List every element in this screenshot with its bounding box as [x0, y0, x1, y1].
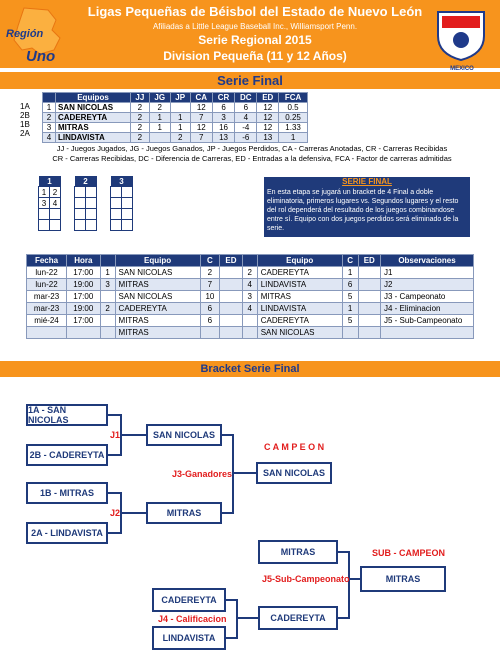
grid-header: 3: [111, 176, 133, 187]
standings-header-row: [43, 93, 308, 103]
jj-cell: 2: [131, 103, 150, 113]
fecha-cell: lun-22: [27, 279, 67, 291]
team-cell: CADEREYTA: [56, 113, 131, 123]
table-row: [27, 327, 474, 339]
pos-cell: 4: [242, 279, 257, 291]
team-cell: MITRAS: [257, 291, 342, 303]
info-panel: [264, 177, 470, 237]
team-cell: CADEREYTA: [257, 315, 342, 327]
jp-cell: 2: [170, 133, 190, 143]
standings-legend: JJ - Juegos Jugados, JG - Juegos Ganados, JP - Juegos Perdidos, CA - Carreras Anotadas, CR - Carreras Recibidas CR - Carreras Recibidas, DC - Diferencia de Carreras, ED - Entradas a la defensiva, FCA - Factor de carreras admitidas: [52, 144, 452, 163]
team-cell: MITRAS: [115, 315, 200, 327]
col-header: Hora: [67, 255, 100, 267]
runs-cell: 2: [200, 267, 220, 279]
grid-cell: 3: [39, 198, 50, 209]
pos-cell: [100, 315, 115, 327]
runs-cell: 6: [342, 279, 358, 291]
runs-cell: [342, 327, 358, 339]
fecha-cell: lun-22: [27, 267, 67, 279]
runs-cell: 5: [342, 315, 358, 327]
dc-cell: -4: [235, 123, 257, 133]
pos-cell: 2: [100, 303, 115, 315]
ed-cell: 12: [257, 113, 279, 123]
bracket-grid-col-1: [38, 176, 61, 231]
hora-cell: [67, 327, 100, 339]
region-logo-text-bottom: Uno: [26, 48, 56, 65]
pos-cell: 4: [242, 303, 257, 315]
ed-cell: [220, 291, 242, 303]
pos-cell: 3: [100, 279, 115, 291]
ed-cell: [358, 279, 380, 291]
grid-cell: 2: [50, 187, 61, 198]
runs-cell: 6: [200, 315, 220, 327]
seed-label: 1B: [20, 120, 30, 129]
table-row: [43, 103, 308, 113]
ed-cell: [220, 279, 242, 291]
hora-cell: 17:00: [67, 291, 100, 303]
region-logo: [4, 6, 80, 68]
info-title: SERIE FINAL: [264, 177, 470, 187]
team-cell: MITRAS: [56, 123, 131, 133]
jj-cell: 2: [131, 113, 150, 123]
bracket-box-1b: 1B - MITRAS: [26, 482, 108, 504]
pos-cell: [100, 327, 115, 339]
fecha-cell: [27, 327, 67, 339]
fca-cell: 0.25: [279, 113, 308, 123]
runs-cell: 7: [200, 279, 220, 291]
col-header: ED: [257, 93, 279, 103]
col-header: C: [200, 255, 220, 267]
col-header: Equipo: [115, 255, 200, 267]
grid-header: 2: [75, 176, 97, 187]
pos-cell: [100, 291, 115, 303]
hora-cell: 19:00: [67, 303, 100, 315]
ed-cell: [358, 327, 380, 339]
standings-table: [42, 92, 308, 143]
bracket-box-sub-champion: MITRAS: [360, 566, 446, 592]
grid-header: 1: [39, 176, 61, 187]
fecha-cell: mar-23: [27, 303, 67, 315]
col-header: Equipos: [56, 93, 131, 103]
seed-label: 2B: [20, 111, 30, 120]
cr-cell: 6: [212, 103, 234, 113]
campeon-label: C A M P E O N: [264, 442, 325, 452]
ed-cell: [358, 303, 380, 315]
bracket-grid-col-2: [74, 176, 97, 231]
team-cell: SAN NICOLAS: [257, 327, 342, 339]
sub-campeon-label: SUB - CAMPEON: [372, 548, 446, 558]
pos-cell: 2: [242, 267, 257, 279]
obs-cell: J3 - Campeonato: [381, 291, 474, 303]
j3-label: J3-Ganadores: [172, 469, 233, 479]
runs-cell: [200, 327, 220, 339]
little-league-shield-icon: [432, 6, 490, 64]
bracket-box-losers-lindavista: LINDAVISTA: [152, 626, 226, 650]
fca-cell: 1.33: [279, 123, 308, 133]
grid-cell: 1: [39, 187, 50, 198]
col-header: DC: [235, 93, 257, 103]
jp-cell: 1: [170, 123, 190, 133]
j1-label: J1: [110, 430, 121, 440]
ed-cell: [220, 327, 242, 339]
jp-cell: 1: [170, 113, 190, 123]
fca-cell: 0.5: [279, 103, 308, 113]
hora-cell: 17:00: [67, 315, 100, 327]
pos-cell: 4: [43, 133, 56, 143]
info-text: En esta etapa se jugará un bracket de 4 Final a doble eliminatoria, primeros lugares vs. Segundos lugares y el resto del rol dependerá del resultado de los juegos combinandose entre sí. Equipo con dos juegos perdidos será eliminado de la serie.: [264, 187, 470, 237]
seed-label: 2A: [20, 129, 30, 138]
jj-cell: 2: [131, 133, 150, 143]
runs-cell: 1: [342, 267, 358, 279]
jg-cell: 1: [149, 123, 170, 133]
hora-cell: 17:00: [67, 267, 100, 279]
j4-label: J4 - Calificacion: [158, 614, 227, 624]
table-row: [27, 303, 474, 315]
j5-label: J5-Sub-Campeonato: [262, 574, 350, 584]
team-cell: MITRAS: [115, 279, 200, 291]
col-header: Observaciones: [381, 255, 474, 267]
team-cell: LINDAVISTA: [257, 303, 342, 315]
obs-cell: J5 - Sub-Campeonato: [381, 315, 474, 327]
team-cell: MITRAS: [115, 327, 200, 339]
bracket-box-champion: SAN NICOLAS: [256, 462, 332, 484]
team-cell: SAN NICOLAS: [115, 291, 200, 303]
bracket-section-title: Bracket Serie Final: [0, 361, 500, 377]
team-cell: LINDAVISTA: [257, 279, 342, 291]
fecha-cell: mié-24: [27, 315, 67, 327]
pos-cell: 2: [43, 113, 56, 123]
ca-cell: 12: [190, 123, 212, 133]
table-row: [27, 267, 474, 279]
bracket-box-losers-top: MITRAS: [258, 540, 338, 564]
pos-cell: 3: [242, 291, 257, 303]
cr-cell: 13: [212, 133, 234, 143]
team-cell: LINDAVISTA: [56, 133, 131, 143]
jg-cell: 2: [149, 103, 170, 113]
bracket-box-w2: MITRAS: [146, 502, 222, 524]
games-table: [26, 254, 474, 339]
ca-cell: 12: [190, 103, 212, 113]
fca-cell: 1: [279, 133, 308, 143]
fecha-cell: mar-23: [27, 291, 67, 303]
affiliation-text: Afiliadas a Little League Baseball Inc., Williamsport Penn.: [152, 22, 358, 31]
table-row: [27, 291, 474, 303]
bracket-box-j4-winner: CADEREYTA: [258, 606, 338, 630]
grid-cell: [50, 209, 61, 220]
team-cell: CADEREYTA: [257, 267, 342, 279]
pos-header: [43, 93, 56, 103]
ed-cell: 12: [257, 123, 279, 133]
pos-cell: 3: [43, 123, 56, 133]
runs-cell: 5: [342, 291, 358, 303]
grid-cell: [39, 220, 50, 231]
jp-cell: [170, 103, 190, 113]
col-header: CR: [212, 93, 234, 103]
bracket-box-2b: 2B - CADEREYTA: [26, 444, 108, 466]
team-cell: CADEREYTA: [115, 303, 200, 315]
col-header: ED: [358, 255, 380, 267]
cr-cell: 16: [212, 123, 234, 133]
runs-cell: 10: [200, 291, 220, 303]
ed-cell: [220, 303, 242, 315]
bracket-grid: [38, 176, 168, 242]
games-header-row: [27, 255, 474, 267]
table-row: [43, 113, 308, 123]
col-header: CA: [190, 93, 212, 103]
table-row: [27, 279, 474, 291]
obs-cell: [381, 327, 474, 339]
table-row: [43, 133, 308, 143]
grid-cell: [50, 220, 61, 231]
col-header: FCA: [279, 93, 308, 103]
pos-cell: 1: [43, 103, 56, 113]
col-header: JJ: [131, 93, 150, 103]
seed-label: 1A: [20, 102, 30, 111]
little-league-logo: [432, 6, 490, 72]
ed-cell: [358, 267, 380, 279]
ca-cell: 7: [190, 133, 212, 143]
bracket-box-w1: SAN NICOLAS: [146, 424, 222, 446]
jg-cell: 1: [149, 113, 170, 123]
col-header: Equipo: [257, 255, 342, 267]
hora-cell: 19:00: [67, 279, 100, 291]
ed-cell: [220, 315, 242, 327]
bracket-box-1a: 1A - SAN NICOLAS: [26, 404, 108, 426]
obs-cell: J2: [381, 279, 474, 291]
table-row: [43, 123, 308, 133]
bracket-box-losers-cadereyta: CADEREYTA: [152, 588, 226, 612]
jg-cell: [149, 133, 170, 143]
obs-cell: J1: [381, 267, 474, 279]
runs-cell: 1: [342, 303, 358, 315]
jj-cell: 2: [131, 123, 150, 133]
col-header: JG: [149, 93, 170, 103]
dc-cell: 6: [235, 103, 257, 113]
dc-cell: 4: [235, 113, 257, 123]
bracket-grid-col-3: [110, 176, 133, 231]
pos-cell: 1: [100, 267, 115, 279]
runs-cell: 6: [200, 303, 220, 315]
obs-cell: J4 - Eliminacion: [381, 303, 474, 315]
ed-cell: 12: [257, 103, 279, 113]
ca-cell: 7: [190, 113, 212, 123]
series-title: Serie Regional 2015: [198, 33, 312, 47]
team-cell: SAN NICOLAS: [56, 103, 131, 113]
ed-cell: [358, 291, 380, 303]
team-cell: SAN NICOLAS: [115, 267, 200, 279]
col-header: Fecha: [27, 255, 67, 267]
bracket-box-2a: 2A - LINDAVISTA: [26, 522, 108, 544]
cr-cell: 3: [212, 113, 234, 123]
grid-cell: 4: [50, 198, 61, 209]
division-title: Division Pequeña (11 y 12 Años): [163, 49, 347, 63]
standings-seed-column: [20, 102, 34, 138]
grid-cell: [39, 209, 50, 220]
table-row: [27, 315, 474, 327]
col-header: JP: [170, 93, 190, 103]
dc-cell: -6: [235, 133, 257, 143]
serie-final-title: Serie Final: [0, 72, 500, 89]
ed-cell: [358, 315, 380, 327]
region-logo-text-top: Región: [6, 28, 44, 40]
ed-cell: [220, 267, 242, 279]
j2-label: J2: [110, 508, 121, 518]
ed-cell: 13: [257, 133, 279, 143]
little-league-logo-text: MEXICO: [450, 66, 474, 72]
pos-cell: [242, 315, 257, 327]
pos-cell: [242, 327, 257, 339]
col-header: ED: [220, 255, 242, 267]
page-title: Ligas Pequeñas de Béisbol del Estado de Nuevo León: [87, 4, 423, 19]
col-header: C: [342, 255, 358, 267]
